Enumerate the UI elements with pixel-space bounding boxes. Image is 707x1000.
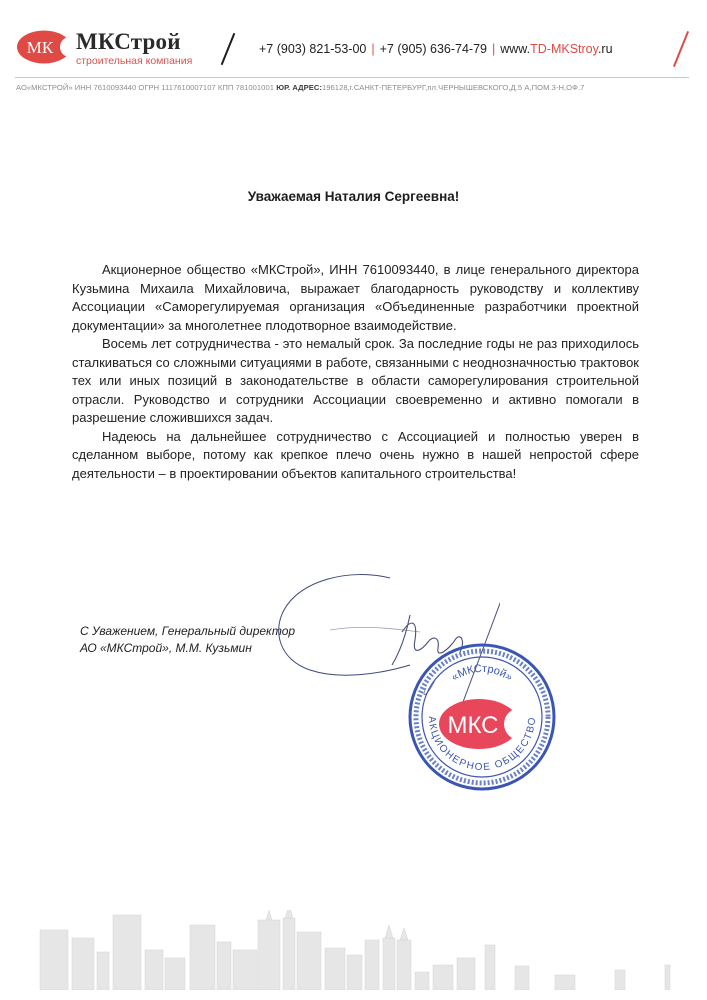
decorative-slash bbox=[221, 33, 236, 65]
city-skyline-decoration bbox=[25, 910, 695, 990]
greeting: Уважаемая Наталия Сергеевна! bbox=[247, 189, 460, 204]
company-stamp bbox=[407, 642, 557, 792]
phone-2: +7 (905) 636-74-79 bbox=[379, 42, 487, 56]
stamp-bottom-text: АКЦИОНЕРНОЕ ОБЩЕСТВО bbox=[425, 715, 539, 774]
paragraph: Надеюсь на дальнейшее сотрудничество с Ассоциацией и полностью уверен в сделанном выборе, потому как крепкое плечо очень нужно в нашей непростой сфере деятельности – в проектировании объектов капитального строительства! bbox=[72, 428, 639, 481]
decorative-slash-red bbox=[673, 31, 689, 67]
separator: | bbox=[492, 42, 496, 56]
company-logo bbox=[17, 30, 72, 64]
stamp-top-text: «МКСтрой» bbox=[449, 662, 515, 684]
website-domain: TD-MKStroy bbox=[530, 42, 598, 56]
brand-name: МКСтрой bbox=[76, 29, 181, 54]
closing-block bbox=[80, 623, 295, 656]
address-text: 196128,г.САНКТ-ПЕТЕРБУРГ,пл.ЧЕРНЫШЕВСКОГО,Д.5 А,ПОМ.3-Н,ОФ.7 bbox=[321, 83, 585, 92]
brand-tagline: строительная компания bbox=[76, 55, 193, 67]
svg-text:«МКСтрой» bbox=[449, 663, 514, 684]
header-divider bbox=[15, 77, 689, 78]
letter-body bbox=[72, 261, 639, 483]
logo-text: МК bbox=[26, 38, 54, 57]
requisites-text: АО«МКСТРОЙ» ИНН 7610093440 ОГРН 1117610007107 КПП 781001001 bbox=[16, 83, 275, 92]
paragraph: Акционерное общество «МКСтрой», ИНН 7610093440, в лице генерального директора Кузьмина Михаила Михайловича, выражает благодарность руководству и коллективу Ассоциации «Саморегулируемая организация «Объединенные разработчики проектной документации» за многолетнее плодотворное взаимодействие. bbox=[72, 262, 639, 333]
stamp-center-text: МКС bbox=[447, 712, 499, 739]
company-requisites bbox=[16, 83, 584, 92]
signer-line: АО «МКСтрой», М.М. Кузьмин bbox=[80, 640, 252, 655]
contact-bar bbox=[259, 42, 613, 56]
separator: | bbox=[371, 42, 375, 56]
closing-line: С Уважением, Генеральный директор bbox=[80, 624, 296, 638]
website-suffix: .ru bbox=[597, 42, 613, 56]
paragraph: Восемь лет сотрудничества - это немалый срок. За последние годы не раз приходилось сталкиваться со сложными ситуациями в работе, связанными с неоднозначностью трактовок тех или иных позиций в законодательстве в области саморегулирования строительной отрасли. Руководство и сотрудники Ассоциации своевременно и активно помогали в разрешение сложившихся задач. bbox=[72, 336, 639, 425]
phone-1: +7 (903) 821-53-00 bbox=[259, 42, 367, 56]
address-label: ЮР. АДРЕС: bbox=[276, 83, 322, 92]
website-prefix: www. bbox=[500, 42, 531, 56]
website bbox=[500, 42, 612, 56]
